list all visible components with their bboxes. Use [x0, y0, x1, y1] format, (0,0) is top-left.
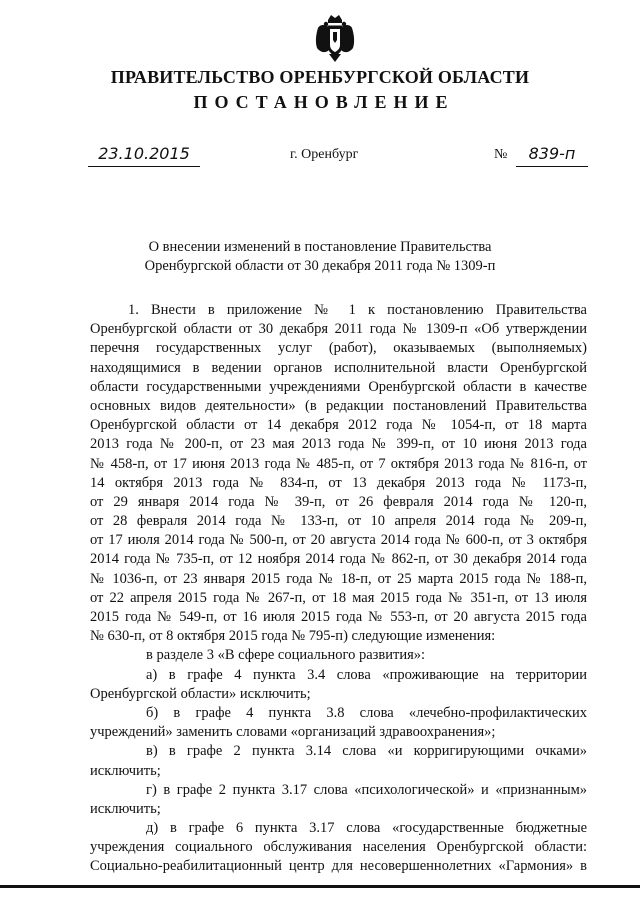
body-line: учреждения социального обслуживания населения Оренбургской области: [90, 839, 587, 856]
document-date: 23.10.2015 [88, 144, 200, 167]
body-line: исключить; [90, 800, 161, 817]
coat-of-arms-icon [314, 14, 356, 64]
body-line: от 17 июля 2014 года № 500-п, от 20 августа 2014 года № 600-п, от 3 октября [90, 532, 587, 549]
body-line: от 29 января 2014 года № 39-п, от 26 февраля 2014 года № 120-п, [90, 493, 587, 510]
subject-line: О внесении изменений в постановление Правительства [148, 239, 492, 255]
body-line: области государственными учреждениями Оренбургской области в качестве [90, 378, 587, 395]
document-type: ПОСТАНОВЛЕНИЕ [193, 92, 455, 112]
body-line: № 1036-п, от 23 января 2015 года № 18-п, от 25 марта 2015 года № 188-п, [90, 570, 587, 587]
body-line: 2014 года № 735-п, от 12 ноября 2014 года № 862-п, от 30 декабря 2014 года [90, 551, 587, 568]
body-line: б) в графе 4 пункта 3.8 слова «лечебно-профилактических [146, 704, 587, 721]
body-line: исключить; [90, 762, 161, 779]
body-line: № 630-п, от 8 октября 2015 года № 795-п) следующие изменения: [90, 628, 496, 645]
body-line: находящимися в ведении органов исполнительной власти Оренбургской [90, 359, 587, 376]
body-line: в разделе 3 «В сфере социального развития»: [146, 647, 426, 664]
body-line: от 22 апреля 2015 года № 267-п, от 18 мая 2015 года № 351-п, от 13 июля [90, 589, 587, 606]
body-line: учреждений» заменить словами «организаций здравоохранения»; [90, 724, 496, 741]
organization-title: ПРАВИТЕЛЬСТВО ОРЕНБУРГСКОЙ ОБЛАСТИ [110, 67, 530, 87]
body-line: № 458-п, от 17 июня 2013 года № 485-п, от 7 октября 2013 года № 816-п, от [90, 455, 587, 472]
body-line: 14 октября 2013 года № 834-п, от 13 декабря 2013 года № 1173-п, [90, 474, 587, 491]
document-body [90, 301, 587, 877]
document-subject [90, 238, 550, 276]
body-line: 2013 года № 200-п, от 23 мая 2013 года № 399-п, от 10 июня 2013 года [90, 436, 587, 453]
body-line: 2015 года № 549-п, от 16 июля 2015 года № 553-п, от 20 августа 2015 года [90, 609, 587, 625]
body-line: от 28 февраля 2014 года № 133-п, от 10 апреля 2014 года № 209-п, [90, 513, 587, 530]
body-line: Оренбургской области от 14 декабря 2012 года № 1054-п, от 18 марта [90, 417, 587, 434]
body-line: г) в графе 2 пункта 3.17 слова «психологической» и «признанным» [146, 781, 587, 798]
body-line: 1. Внести в приложение № 1 к постановлению Правительства [128, 302, 587, 318]
body-line: перечня государственных услуг (работ), оказываемых (выполняемых) [90, 340, 587, 357]
body-line: Социально-реабилитационный центр для несовершеннолетних «Гармония» в [90, 858, 587, 875]
body-line: д) в графе 6 пункта 3.17 слова «государственные бюджетные [146, 820, 587, 837]
body-line: а) в графе 4 пункта 3.4 слова «проживающие на территории [146, 666, 587, 683]
document-number: 839-п [516, 144, 588, 167]
body-line: Оренбургской области от 30 декабря 2011 года № 1309-п «Об утверждении [90, 321, 587, 338]
body-line: Оренбургской области» исключить; [90, 685, 311, 702]
number-label: № [494, 147, 508, 162]
subject-line: Оренбургской области от 30 декабря 2011 года № 1309-п [144, 258, 496, 274]
footer-rule [0, 885, 640, 888]
document-city: г. Оренбург [290, 147, 359, 162]
body-line: основных видов деятельности» (в редакции постановлений Правительства [90, 397, 587, 414]
body-line: в) в графе 2 пункта 3.14 слова «и корригирующими очками» [146, 743, 587, 760]
